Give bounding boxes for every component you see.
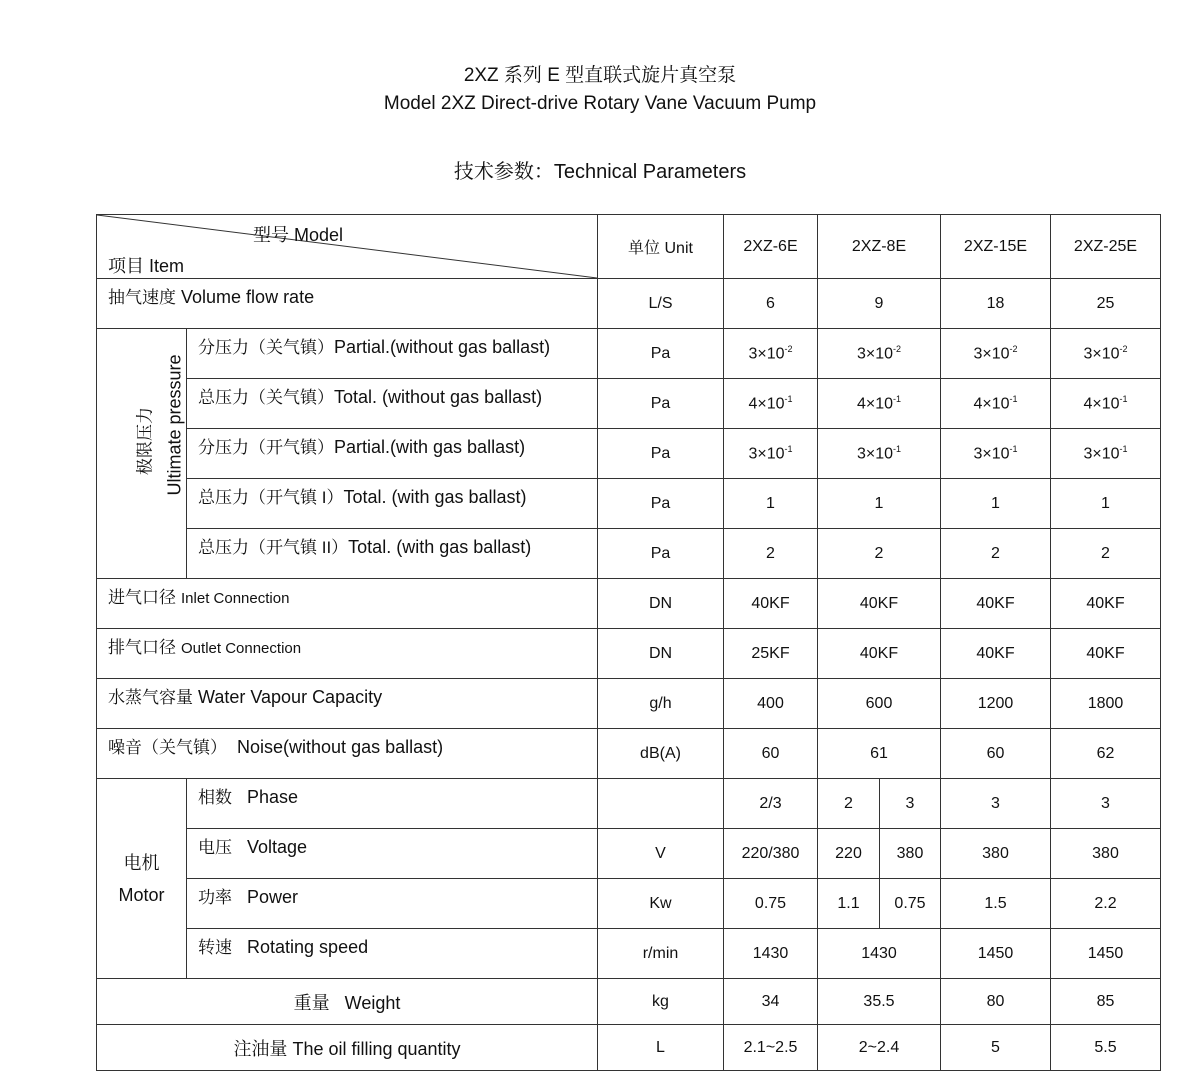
row-label: 总压力（开气镇 II）Total. (with gas ballast) [187, 529, 598, 579]
value-cell: $3\times 10^{-1}$ [818, 429, 941, 479]
value-cell: 1.1 [818, 879, 880, 929]
value-cell: 5.5 [1051, 1025, 1161, 1071]
table-row [97, 879, 1161, 929]
value-cell: 40KF [941, 629, 1051, 679]
value-cell: 2 [818, 529, 941, 579]
unit-cell: r/min [598, 929, 724, 979]
value-cell: 1 [1051, 479, 1161, 529]
value-cell: 1 [941, 479, 1051, 529]
header-row [97, 215, 1161, 279]
page-title-en: Model 2XZ Direct-drive Rotary Vane Vacuum Pump [383, 93, 817, 114]
model-header: 2XZ-6E [724, 215, 818, 279]
parameters-table [96, 214, 1161, 1071]
unit-cell: L [598, 1025, 724, 1071]
row-label: 水蒸气容量 Water Vapour Capacity [97, 679, 598, 729]
row-label: 噪音（关气镇） Noise(without gas ballast) [97, 729, 598, 779]
row-label: 注油量 The oil filling quantity [97, 1025, 598, 1071]
value-cell: 1800 [1051, 679, 1161, 729]
model-header: 2XZ-8E [818, 215, 941, 279]
value-cell: 5 [941, 1025, 1051, 1071]
group-label-en: Motor [118, 884, 165, 905]
value-cell: 2 [818, 779, 880, 829]
value-cell: 40KF [1051, 629, 1161, 679]
value-cell: 220/380 [724, 829, 818, 879]
value-cell: 9 [818, 279, 941, 329]
table-row [97, 579, 1161, 629]
row-label: 排气口径 Outlet Connection [97, 629, 598, 679]
value-cell: $4\times 10^{-1}$ [818, 379, 941, 429]
value-cell: 2.2 [1051, 879, 1161, 929]
value-cell: 2~2.4 [818, 1025, 941, 1071]
model-header: 2XZ-25E [1051, 215, 1161, 279]
value-cell: 2 [724, 529, 818, 579]
table-row [97, 679, 1161, 729]
group-label-cn: 极限压力 [135, 407, 155, 475]
value-cell: $3\times 10^{-2}$ [818, 329, 941, 379]
value-cell: 1430 [818, 929, 941, 979]
value-cell: 2.1~2.5 [724, 1025, 818, 1071]
unit-cell: Pa [598, 429, 724, 479]
value-cell: 220 [818, 829, 880, 879]
ultimate-pressure-group [97, 329, 187, 579]
unit-cell: V [598, 829, 724, 879]
value-cell: $3\times 10^{-1}$ [941, 429, 1051, 479]
table-row [97, 779, 1161, 829]
model-header: 2XZ-15E [941, 215, 1051, 279]
value-cell: 60 [724, 729, 818, 779]
item-label: 项目 Item [108, 256, 185, 276]
value-cell: 1.5 [941, 879, 1051, 929]
value-cell: 1450 [1051, 929, 1161, 979]
table-row [97, 529, 1161, 579]
table-row [97, 1025, 1161, 1071]
unit-cell [598, 779, 724, 829]
unit-cell: Kw [598, 879, 724, 929]
value-cell: 380 [880, 829, 941, 879]
unit-cell: kg [598, 979, 724, 1025]
row-label: 功率 Power [187, 879, 598, 929]
motor-group [97, 779, 187, 979]
table-row [97, 329, 1161, 379]
value-cell: 40KF [818, 629, 941, 679]
table-row [97, 379, 1161, 429]
value-cell: 6 [724, 279, 818, 329]
value-cell: $4\times 10^{-1}$ [1051, 379, 1161, 429]
unit-cell: Pa [598, 329, 724, 379]
row-label: 抽气速度 Volume flow rate [97, 279, 598, 329]
value-cell: 80 [941, 979, 1051, 1025]
row-label: 重量 Weight [97, 979, 598, 1025]
value-cell: 18 [941, 279, 1051, 329]
value-cell: 35.5 [818, 979, 941, 1025]
row-label: 分压力（关气镇）Partial.(without gas ballast) [187, 329, 598, 379]
value-cell: 3 [1051, 779, 1161, 829]
unit-cell: Pa [598, 379, 724, 429]
row-label: 总压力（开气镇 I）Total. (with gas ballast) [187, 479, 598, 529]
value-cell: 25KF [724, 629, 818, 679]
value-cell: $3\times 10^{-1}$ [724, 429, 818, 479]
value-cell: 2 [1051, 529, 1161, 579]
value-cell: $3\times 10^{-2}$ [941, 329, 1051, 379]
unit-cell: dB(A) [598, 729, 724, 779]
value-cell: 380 [941, 829, 1051, 879]
page-title-cn: 2XZ 系列 E 型直联式旋片真空泵 [463, 65, 737, 86]
value-cell: 380 [1051, 829, 1161, 879]
value-cell: $3\times 10^{-1}$ [1051, 429, 1161, 479]
value-cell: $4\times 10^{-1}$ [724, 379, 818, 429]
value-cell: 1450 [941, 929, 1051, 979]
row-label: 分压力（开气镇）Partial.(with gas ballast) [187, 429, 598, 479]
section-subtitle: 技术参数：Technical Parameters [453, 161, 747, 183]
value-cell: $4\times 10^{-1}$ [941, 379, 1051, 429]
value-cell: 85 [1051, 979, 1161, 1025]
value-cell: 62 [1051, 729, 1161, 779]
value-cell: 40KF [941, 579, 1051, 629]
value-cell: 600 [818, 679, 941, 729]
unit-cell: Pa [598, 529, 724, 579]
table-row [97, 429, 1161, 479]
row-label: 总压力（关气镇）Total. (without gas ballast) [187, 379, 598, 429]
table-row [97, 829, 1161, 879]
value-cell: 40KF [1051, 579, 1161, 629]
table-row [97, 979, 1161, 1025]
table-row [97, 629, 1161, 679]
model-label: 型号 Model [253, 225, 344, 245]
value-cell: $3\times 10^{-2}$ [1051, 329, 1161, 379]
value-cell: 61 [818, 729, 941, 779]
value-cell: $3\times 10^{-2}$ [724, 329, 818, 379]
table-row [97, 279, 1161, 329]
value-cell: 3 [941, 779, 1051, 829]
table-row [97, 929, 1161, 979]
value-cell: 3 [880, 779, 941, 829]
row-label: 转速 Rotating speed [187, 929, 598, 979]
value-cell: 1 [818, 479, 941, 529]
unit-cell: g/h [598, 679, 724, 729]
value-cell: 40KF [818, 579, 941, 629]
unit-cell: DN [598, 629, 724, 679]
value-cell: 0.75 [724, 879, 818, 929]
value-cell: 1 [724, 479, 818, 529]
value-cell: 1430 [724, 929, 818, 979]
value-cell: 2/3 [724, 779, 818, 829]
row-label: 相数 Phase [187, 779, 598, 829]
unit-cell: L/S [598, 279, 724, 329]
table-row [97, 479, 1161, 529]
row-label: 电压 Voltage [187, 829, 598, 879]
unit-cell: Pa [598, 479, 724, 529]
value-cell: 25 [1051, 279, 1161, 329]
header-diagonal-cell [97, 215, 598, 279]
group-label-en: Ultimate pressure [164, 354, 185, 496]
value-cell: 40KF [724, 579, 818, 629]
group-label-cn: 电机 [123, 852, 160, 873]
value-cell: 34 [724, 979, 818, 1025]
unit-header: 单位 Unit [598, 215, 724, 279]
value-cell: 400 [724, 679, 818, 729]
row-label: 进气口径 Inlet Connection [97, 579, 598, 629]
value-cell: 60 [941, 729, 1051, 779]
value-cell: 1200 [941, 679, 1051, 729]
value-cell: 2 [941, 529, 1051, 579]
value-cell: 0.75 [880, 879, 941, 929]
table-row [97, 729, 1161, 779]
unit-cell: DN [598, 579, 724, 629]
